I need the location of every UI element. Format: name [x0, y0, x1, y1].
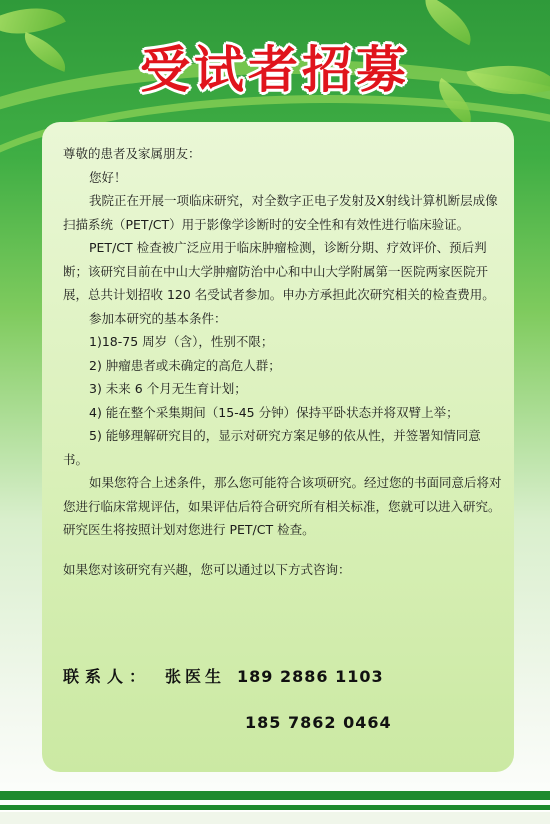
footer-stripe: [0, 812, 550, 824]
contact-phone-1: 189 2886 1103: [237, 667, 384, 686]
footer-stripe: [0, 791, 550, 800]
inquiry-text: 如果您对该研究有兴趣，您可以通过以下方式咨询：: [63, 561, 351, 577]
page-title: 受试者招募: [140, 40, 410, 99]
condition-item: 1)18-75 周岁（含），性别不限；: [89, 334, 274, 349]
contact-name: 张医生: [165, 667, 226, 686]
contact-phone-2: 185 7862 0464: [245, 713, 392, 732]
intro-paragraph: 我院正在开展一项临床研究，对全数字正电子发射及X射线计算机断层成像扫描系统（PET/CT）用于影像学诊断时的安全性和有效性进行临床验证。: [63, 193, 498, 232]
condition-item: 5) 能够理解研究目的，显示对研究方案足够的依从性，并签署知情同意书。: [63, 428, 481, 467]
details-paragraph: PET/CT 检查被广泛应用于临床肿瘤检测，诊断分期、疗效评价、预后判断；该研究目前在中山大学肿瘤防治中心和中山大学附属第一医院两家医院开展，总共计划招收 120 名受试者参加。申办方承担此次研究相关的检查费用。: [63, 240, 495, 302]
condition-item: 4) 能在整个采集期间（15-45 分钟）保持平卧状态并将双臂上举；: [89, 404, 459, 420]
condition-item: 3) 未来 6 个月无生育计划；: [89, 381, 247, 396]
conditions-title: 参加本研究的基本条件：: [89, 310, 227, 326]
contact-line: [63, 664, 384, 687]
letter-body: [63, 142, 503, 581]
hello: 您好！: [89, 169, 127, 185]
contact-label: 联系人：: [63, 667, 152, 686]
closing-paragraph: 如果您符合上述条件，那么您可能符合该项研究。经过您的书面同意后将对您进行临床常规评估，如果评估后符合研究所有相关标准，您就可以进入研究。研究医生将按照计划对您进行 PET/CT 检查。: [63, 475, 502, 537]
greeting: 尊敬的患者及家属朋友：: [63, 146, 201, 161]
condition-item: 2) 肿瘤患者或未确定的高危人群；: [89, 357, 281, 373]
footer-stripe: [0, 805, 550, 810]
